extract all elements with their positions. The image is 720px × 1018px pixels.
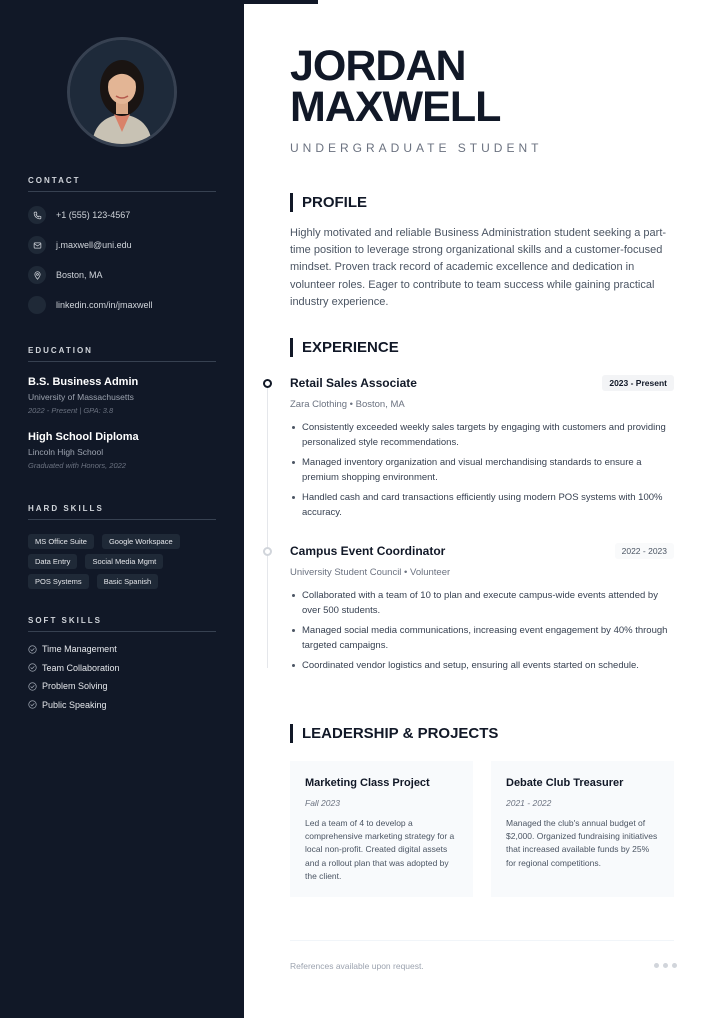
soft-skills-heading: SOFT SKILLS xyxy=(28,616,216,632)
education-heading: EDUCATION xyxy=(28,346,216,362)
footer-dot xyxy=(654,963,659,968)
job-date-badge: 2022 - 2023 xyxy=(615,543,674,559)
footer-dot xyxy=(672,963,677,968)
job-bullet: Consistently exceeded weekly sales targets by engaging with customers and providing personalized style recommendations. xyxy=(290,420,674,450)
contact-linkedin[interactable] xyxy=(28,290,216,320)
linkedin-icon xyxy=(28,296,46,314)
contact-list xyxy=(28,200,216,320)
education-degree: B.S. Business Admin xyxy=(28,376,139,388)
footer-divider xyxy=(290,940,674,941)
person-role: UNDERGRADUATE STUDENT xyxy=(290,141,543,155)
contact-phone-text: +1 (555) 123-4567 xyxy=(56,210,131,220)
experience-item xyxy=(290,543,674,678)
timeline-dot-past xyxy=(263,547,272,556)
skill-tag: Basic Spanish xyxy=(97,574,159,589)
soft-skill-item xyxy=(28,659,216,678)
hard-skills-heading: HARD SKILLS xyxy=(28,504,216,520)
contact-linkedin-text: linkedin.com/in/jmaxwell xyxy=(56,300,153,310)
job-bullet: Handled cash and card transactions efficiently using modern POS systems with 100% accuracy. xyxy=(290,490,674,520)
avatar xyxy=(67,37,177,147)
hard-skills-section xyxy=(28,504,216,594)
soft-skill-label: Problem Solving xyxy=(42,681,108,692)
soft-skill-item xyxy=(28,677,216,696)
timeline-dot-current xyxy=(263,379,272,388)
contact-heading: CONTACT xyxy=(28,176,216,192)
soft-skill-label: Time Management xyxy=(42,644,117,655)
footer-note: References available upon request. xyxy=(290,961,424,971)
project-title: Marketing Class Project xyxy=(305,777,430,789)
hard-skills-list xyxy=(28,534,216,594)
education-school: University of Massachusetts xyxy=(28,392,134,402)
project-card xyxy=(290,761,473,897)
project-title: Debate Club Treasurer xyxy=(506,777,624,789)
project-card xyxy=(491,761,674,897)
job-bullet: Managed inventory organization and visual merchandising standards to ensure a premium shopping environment. xyxy=(290,455,674,485)
leadership-heading: LEADERSHIP & PROJECTS xyxy=(290,724,498,743)
check-circle-icon xyxy=(28,700,37,709)
education-item xyxy=(28,376,216,415)
education-degree: High School Diploma xyxy=(28,431,139,443)
experience-item xyxy=(290,375,674,525)
job-bullet: Coordinated vendor logistics and setup, ensuring all events started on schedule. xyxy=(290,658,674,673)
check-circle-icon xyxy=(28,663,37,672)
phone-icon xyxy=(28,206,46,224)
job-bullets xyxy=(290,588,674,673)
skill-tag: Data Entry xyxy=(28,554,77,569)
experience-timeline xyxy=(267,384,268,668)
profile-text: Highly motivated and reliable Business Administration student seeking a part-time position to leverage strong organizational skills and a customer-focused mindset. Proven track record of academic excellence and dedication in volunteer roles. Eager to contribute to team success while gaining practical industry experience. xyxy=(290,227,667,308)
last-name: MAXWELL xyxy=(290,83,501,131)
contact-location xyxy=(28,260,216,290)
project-description: Led a team of 4 to develop a comprehensive marketing strategy for a local non-profit. Created digital assets and a rollout plan that was adopted by the client. xyxy=(305,818,455,881)
footer-dots-icon xyxy=(650,963,677,968)
job-title: Retail Sales Associate xyxy=(290,376,417,390)
skill-tag: Google Workspace xyxy=(102,534,180,549)
mail-icon xyxy=(28,236,46,254)
education-meta: 2022 - Present | GPA: 3.8 xyxy=(28,406,114,415)
location-pin-icon xyxy=(28,266,46,284)
project-date: 2021 - 2022 xyxy=(506,798,552,808)
job-bullet: Managed social media communications, increasing event engagement by 40% through targeted campaigns. xyxy=(290,623,674,653)
experience-heading: EXPERIENCE xyxy=(290,338,399,357)
job-organization: University Student Council • Volunteer xyxy=(290,567,451,578)
person-name xyxy=(290,42,501,131)
check-circle-icon xyxy=(28,682,37,691)
contact-email[interactable] xyxy=(28,230,216,260)
contact-phone[interactable] xyxy=(28,200,216,230)
job-bullets xyxy=(290,420,674,520)
job-organization: Zara Clothing • Boston, MA xyxy=(290,399,405,410)
profile-heading: PROFILE xyxy=(290,193,367,212)
job-title: Campus Event Coordinator xyxy=(290,544,446,558)
contact-location-text: Boston, MA xyxy=(56,270,103,280)
footer-dot xyxy=(663,963,668,968)
job-bullet: Collaborated with a team of 10 to plan and execute campus-wide events attended by over 500 students. xyxy=(290,588,674,618)
soft-skills-list xyxy=(28,640,216,714)
project-date: Fall 2023 xyxy=(305,798,340,808)
education-section xyxy=(28,346,216,470)
soft-skill-item xyxy=(28,640,216,659)
contact-email-text: j.maxwell@uni.edu xyxy=(56,240,132,250)
sidebar xyxy=(0,0,244,1018)
soft-skill-label: Team Collaboration xyxy=(42,662,120,673)
skill-tag: POS Systems xyxy=(28,574,89,589)
project-description: Managed the club's annual budget of $2,000. Organized fundraising initiatives that increased available funds by 25% for regional competitions. xyxy=(506,818,658,868)
education-meta: Graduated with Honors, 2022 xyxy=(28,461,126,470)
check-circle-icon xyxy=(28,645,37,654)
header-accent-bar xyxy=(244,0,318,4)
portrait-photo-icon xyxy=(70,40,174,144)
first-name: JORDAN xyxy=(290,42,466,90)
skill-tag: Social Media Mgmt xyxy=(85,554,163,569)
job-date-badge: 2023 - Present xyxy=(602,375,674,391)
contact-section xyxy=(28,176,216,320)
soft-skill-item xyxy=(28,696,216,715)
soft-skill-label: Public Speaking xyxy=(42,699,107,710)
education-item xyxy=(28,431,216,470)
skill-tag: MS Office Suite xyxy=(28,534,94,549)
education-school: Lincoln High School xyxy=(28,447,104,457)
soft-skills-section xyxy=(28,616,216,714)
